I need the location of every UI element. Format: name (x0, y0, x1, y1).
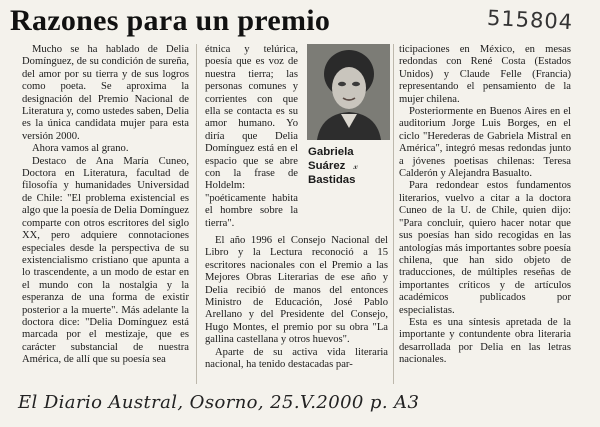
article-column-2-bottom (205, 235, 388, 371)
paragraph: étnica y telúrica, poesía que es voz de nuestra tierra; las personas comunes y corrientes con que ella se contacta es su amor humano. Yo diría que Delia Domínguez está en el espacio que se abre con la frase de Holdelm: "poéticamente habita el hombre sobre la tierra". (205, 44, 298, 229)
paragraph: El año 1996 el Consejo Nacional del Libro y la Lectura reconoció a 15 escritores nacionales con el Premio a las Mejores Obras Literarias de ese año y Delia recibió de manos del entonces Ministro de Educación, José Pablo Arellano y del Presidente del Consejo, Hugo Montes, el premio por su obra "La gallina castellana y otros huevos". (205, 235, 388, 346)
handwritten-source-note: El Diario Austral, Osorno, 25.V.2000 p. A3 (18, 392, 420, 413)
article-column-3 (399, 44, 571, 367)
article-column-1 (22, 44, 189, 367)
paragraph: Ahora vamos al grano. (32, 143, 129, 155)
photo-caption (308, 145, 392, 187)
paragraph: Esta es una síntesis apretada de la importante y contundente obra literaria desarrollada por Delia en las letras nacionales. (399, 316, 571, 366)
paragraph: Posteriormente en Buenos Aires en el auditorium Jorge Luis Borges, en el ciclo "Herederas de Gabriela Mistral en América", integró mesas redondas junto a jóvenes poetisas chilenas: Teresa Calderón y Alejandra Basualto. (399, 106, 571, 180)
caption-surname: Bastidas (308, 174, 356, 186)
article-column-2-top (205, 44, 298, 230)
caption-name: Gabriela Suárez (308, 146, 354, 172)
paragraph: Destaco de Ana María Cuneo, Doctora en Literatura, facultad de filosofía y humanidades Universidad de Chile: "El problema existencial es algo que la poesía de Delia Domínguez comparte con otros escritores del siglo XX, pero adquiere connotaciones especiales desde la perspectiva de su existencialismo cristiano que apunta a lo trascendente, a un modo de estar en el mundo con la nostalgia y la esperanza de una forma de existir posterior a la muerte". Más adelante la doctora dice: "Delia Domínguez está marcada por el mestizaje, que es carácter substancial de nuestra América, de allí que su poesía sea (22, 155, 189, 366)
paragraph: Aparte de su activa vida literaria nacional, ha tenido destacadas par- (205, 346, 388, 371)
column-divider (196, 44, 197, 384)
author-photo (307, 44, 390, 140)
paragraph: Para redondear estos fundamentos literarios, vuelvo a citar a la doctora Cuneo de la U. de Chile, quien dijo: "Para concluir, quiero hacer notar que sus poesías han sido recogidas en las antologías más importantes sobre poesía chilena, que han sido objeto de traducciones, de múltiples reseñas de importantes críticos y de artículos académicos publicados por especialistas. (399, 180, 571, 316)
headline: Razones para un premio (10, 4, 331, 37)
archive-number-stamp: 515804 (486, 5, 574, 35)
paragraph: Mucho se ha hablado de Delia Domínguez, de su condición de sureña, del amor por su tierra y de sus logros como poeta. Se aproxima la designación del Premio Nacional de Literatura y, como ustedes saben, Delia es la única candidata mujer para esta versión 2000. (22, 44, 189, 142)
paragraph: ticipaciones en México, en mesas redondas con René Costa (Estados Unidos) y Claude Felle (Francia) representando el pensamiento de la mujer chilena. (399, 44, 571, 105)
portrait-image (307, 44, 390, 140)
column-divider (393, 44, 394, 384)
caption-handwritten-mark: 𝓍 (353, 161, 358, 171)
